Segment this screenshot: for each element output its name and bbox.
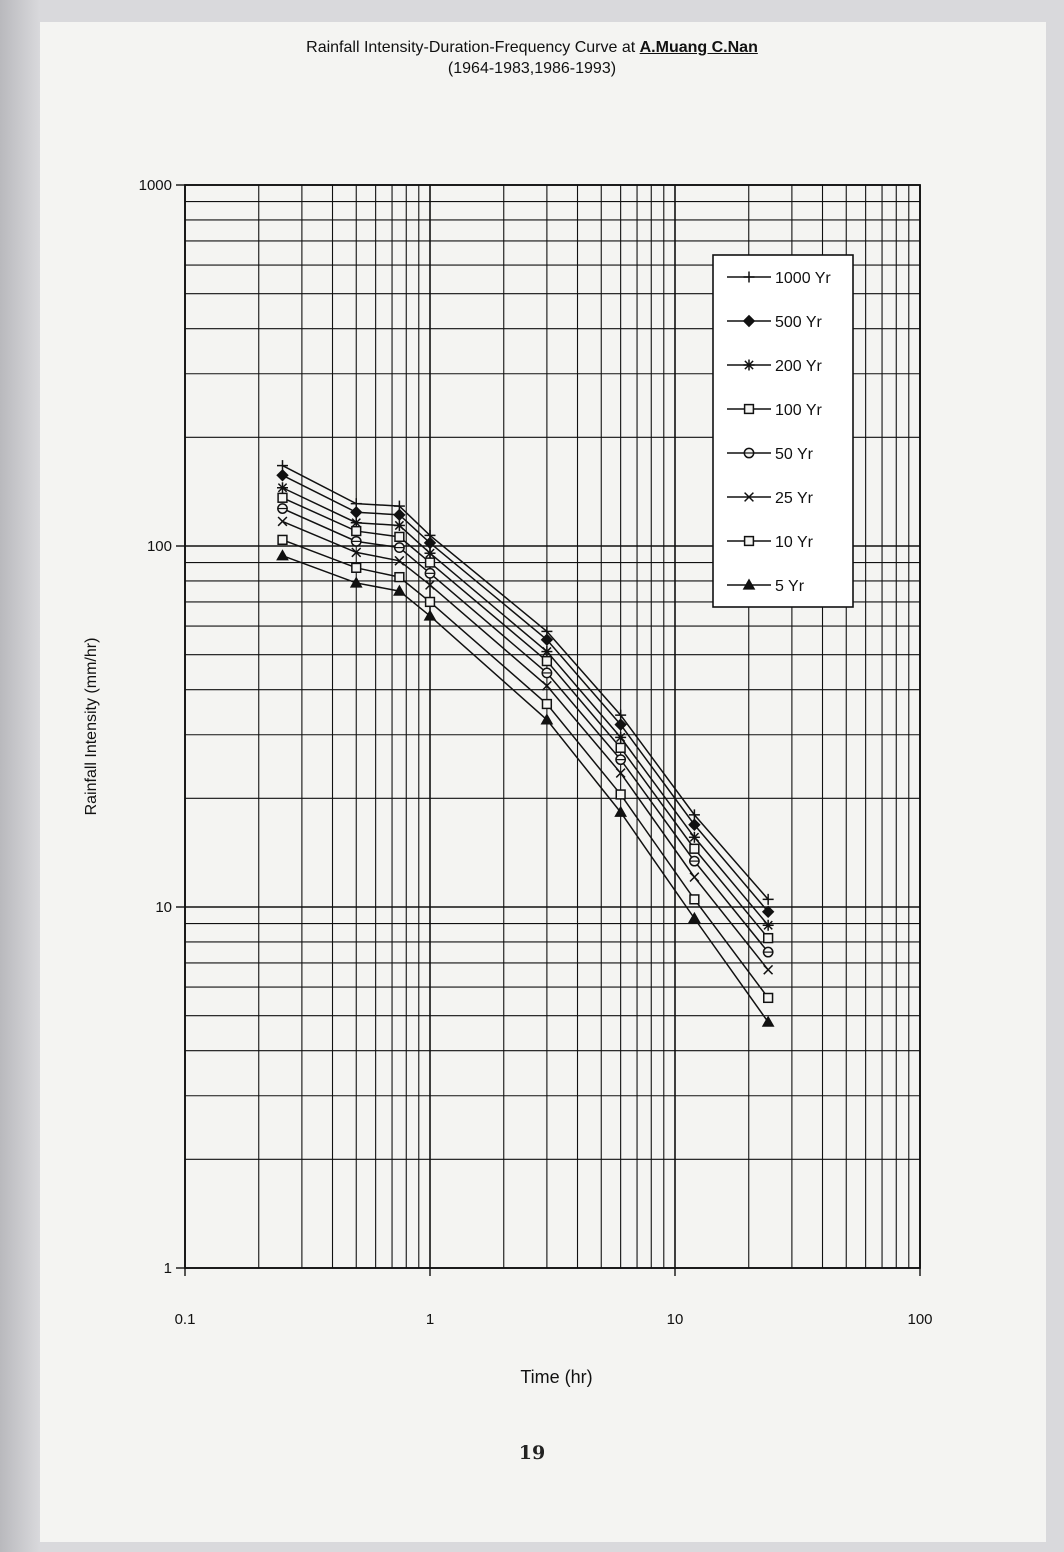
data-point — [352, 537, 361, 546]
data-point — [763, 947, 772, 956]
marker-square — [690, 895, 699, 904]
data-point — [351, 507, 362, 518]
marker-square — [395, 573, 404, 582]
marker-square — [542, 657, 551, 666]
marker-square — [542, 700, 551, 709]
marker-diamond — [351, 507, 362, 518]
series-line — [282, 540, 768, 998]
data-point — [541, 646, 552, 657]
marker-square — [426, 558, 435, 567]
data-point — [425, 569, 434, 578]
marker-triangle — [277, 550, 288, 560]
legend-label: 500 Yr — [775, 314, 822, 331]
series-10-yr — [278, 535, 772, 1002]
marker-square — [745, 405, 754, 414]
data-point — [542, 657, 551, 666]
marker-triangle — [689, 913, 700, 923]
data-point — [764, 934, 773, 943]
marker-square — [745, 537, 754, 546]
chart-subtitle: (1964-1983,1986-1993) — [447, 60, 617, 77]
x-tick-label: 0.1 — [174, 1311, 196, 1328]
x-tick-label: 1 — [425, 1311, 435, 1328]
page-number: 19 — [518, 1442, 546, 1464]
data-point — [352, 563, 361, 572]
data-point — [616, 790, 625, 799]
marker-square — [426, 598, 435, 607]
data-point — [690, 844, 699, 853]
data-point — [764, 994, 773, 1003]
marker-square — [352, 563, 361, 572]
y-tick-label: 100 — [146, 538, 172, 555]
legend-label: 25 Yr — [775, 490, 813, 507]
chart-title-location: A.Muang C.Nan — [639, 39, 758, 56]
legend-label: 10 Yr — [775, 534, 813, 551]
series-100-yr — [278, 493, 772, 942]
marker-square — [690, 844, 699, 853]
marker-square — [616, 743, 625, 752]
data-point — [277, 550, 288, 560]
x-axis-label: Time (hr) — [520, 1367, 593, 1387]
data-point — [542, 700, 551, 709]
chart-legend — [713, 255, 853, 607]
data-point — [426, 558, 435, 567]
chart-series — [277, 460, 774, 1026]
data-point — [689, 913, 700, 923]
legend-label: 5 Yr — [775, 578, 805, 595]
y-tick-label: 10 — [155, 899, 172, 916]
data-point — [278, 493, 287, 502]
x-tick-label: 10 — [666, 1311, 684, 1328]
marker-square — [764, 994, 773, 1003]
data-point — [615, 732, 626, 743]
marker-square — [616, 790, 625, 799]
legend-label: 1000 Yr — [775, 270, 831, 287]
series-line — [282, 509, 768, 953]
data-point — [352, 527, 361, 536]
data-point — [542, 668, 551, 677]
data-point — [763, 920, 774, 931]
data-point — [394, 520, 405, 531]
marker-triangle — [763, 1017, 774, 1027]
legend-box — [713, 255, 853, 607]
data-point — [277, 470, 288, 481]
data-point — [395, 532, 404, 541]
marker-diamond — [277, 470, 288, 481]
data-point — [616, 755, 625, 764]
data-point — [690, 873, 699, 882]
legend-label: 50 Yr — [775, 446, 813, 463]
marker-square — [352, 527, 361, 536]
y-tick-label: 1000 — [138, 177, 172, 194]
data-point — [763, 1017, 774, 1027]
data-point — [278, 535, 287, 544]
chart-title-text: Rainfall Intensity-Duration-Frequency Curve at — [306, 39, 640, 56]
data-point — [689, 832, 700, 843]
data-point — [690, 856, 699, 865]
y-axis-label: Rainfall Intensity (mm/hr) — [83, 637, 100, 816]
data-point — [277, 482, 288, 493]
marker-square — [764, 934, 773, 943]
data-point — [426, 598, 435, 607]
data-point — [616, 743, 625, 752]
data-point — [278, 504, 287, 513]
marker-square — [278, 493, 287, 502]
data-point — [278, 517, 287, 526]
marker-square — [395, 532, 404, 541]
data-point — [395, 543, 404, 552]
legend-label: 200 Yr — [775, 358, 822, 375]
data-point — [425, 548, 436, 559]
data-point — [395, 573, 404, 582]
marker-square — [278, 535, 287, 544]
x-tick-label: 100 — [907, 1311, 933, 1328]
data-point — [690, 895, 699, 904]
legend-label: 100 Yr — [775, 402, 822, 419]
data-point — [764, 965, 773, 974]
y-tick-label: 1 — [163, 1260, 172, 1277]
